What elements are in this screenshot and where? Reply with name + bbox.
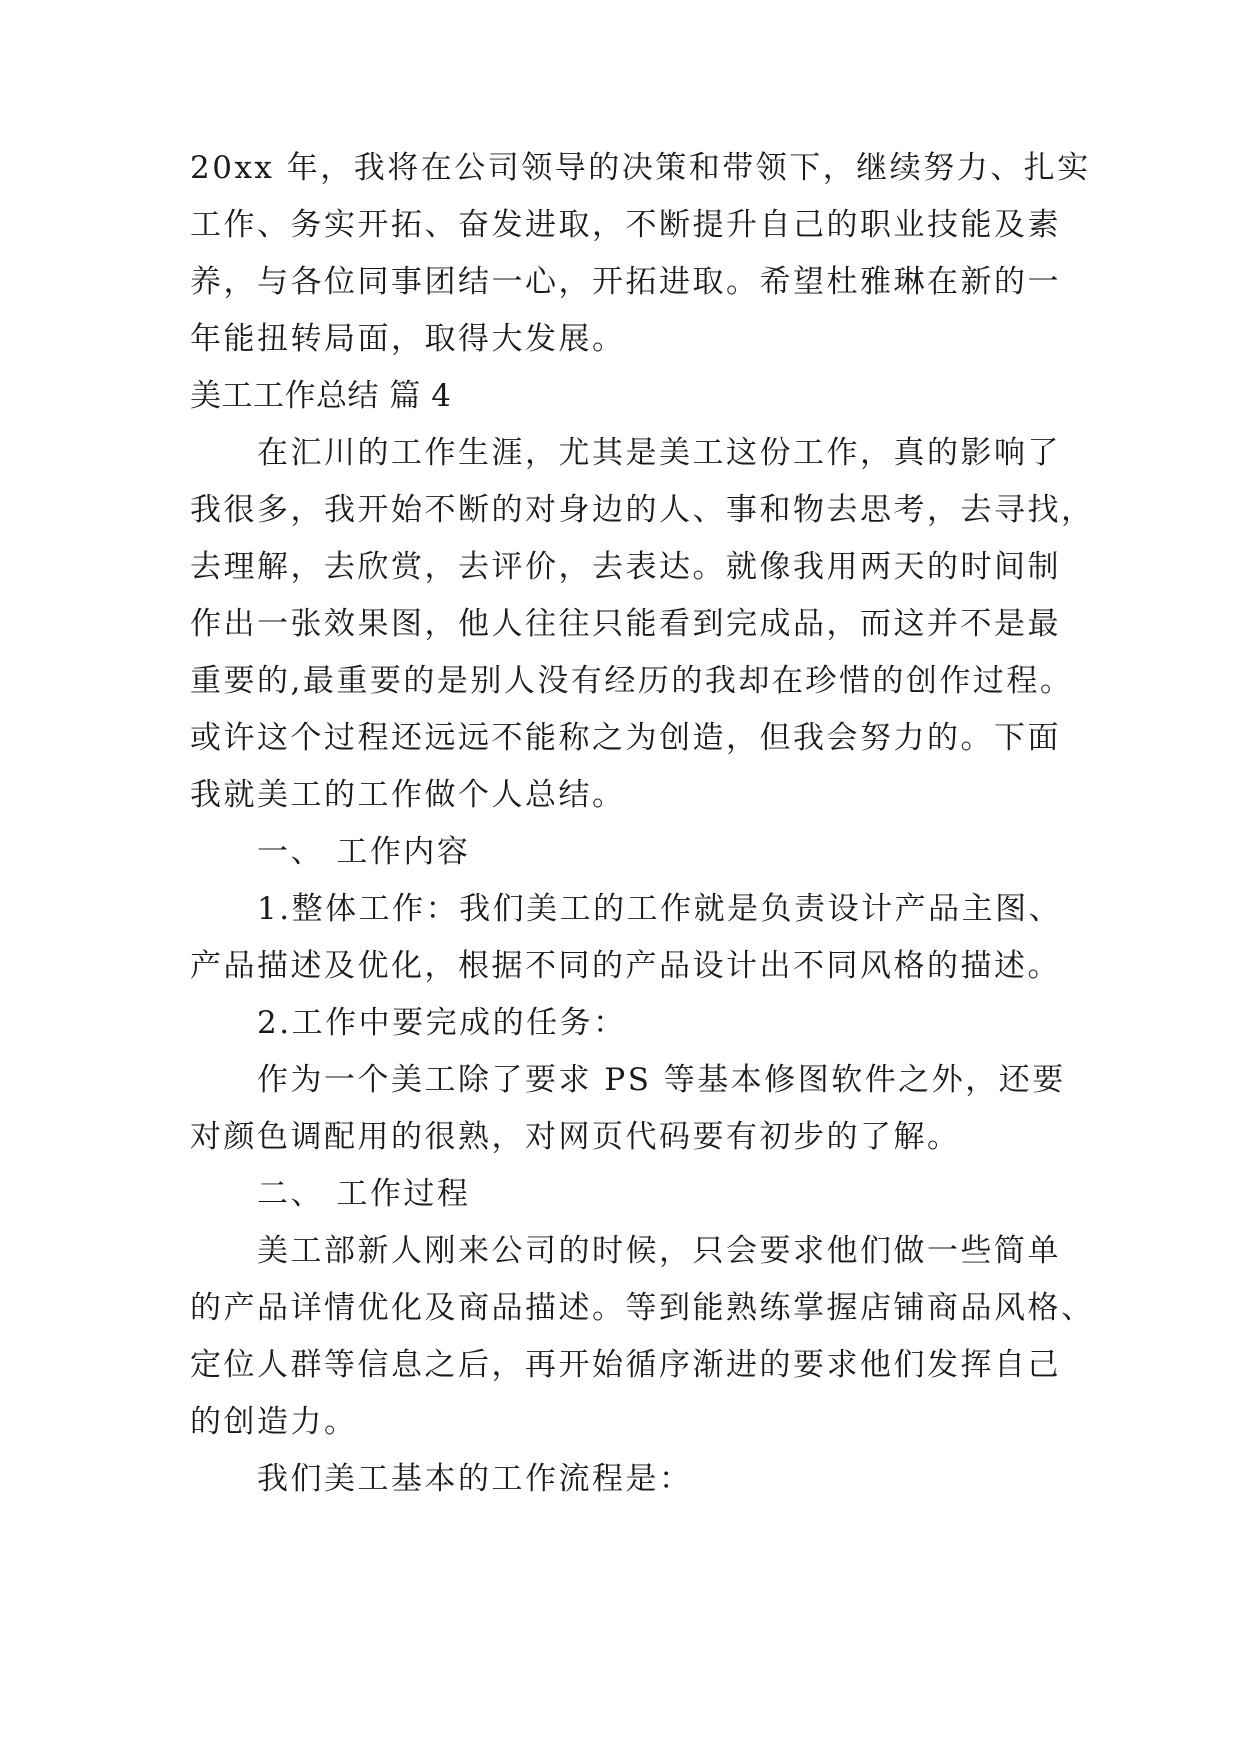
paragraph-line: 2.工作中要完成的任务： xyxy=(257,1005,627,1041)
section-heading: 美工工作总结 篇 4 xyxy=(190,378,452,414)
paragraph-line: 我们美工基本的工作流程是： xyxy=(257,1461,693,1497)
paragraph-line: 1.整体工作：我们美工的工作就是负责设计产品主图、 xyxy=(257,891,1063,927)
paragraph-line: 作出一张效果图，他人往往只能看到完成品，而这并不是最 xyxy=(190,606,1061,642)
paragraph-line: 我很多，我开始不断的对身边的人、事和物去思考，去寻找， xyxy=(190,492,1095,528)
paragraph-line: 美工部新人刚来公司的时候，只会要求他们做一些简单 xyxy=(257,1233,1061,1269)
paragraph-line: 我就美工的工作做个人总结。 xyxy=(190,777,626,813)
paragraph-line: 年能扭转局面，取得大发展。 xyxy=(190,321,626,357)
subheading-work-process: 二、 工作过程 xyxy=(257,1176,471,1212)
paragraph-line: 定位人群等信息之后，再开始循序渐进的要求他们发挥自己 xyxy=(190,1347,1061,1383)
paragraph-line: 的产品详情优化及商品描述。等到能熟练掌握店铺商品风格、 xyxy=(190,1290,1095,1326)
paragraph-line: 去理解，去欣赏，去评价，去表达。就像我用两天的时间制 xyxy=(190,549,1061,585)
subheading-work-content: 一、 工作内容 xyxy=(257,834,471,870)
paragraph-line: 作为一个美工除了要求 PS 等基本修图软件之外，还要 xyxy=(257,1062,1066,1098)
paragraph-line: 产品描述及优化，根据不同的产品设计出不同风格的描述。 xyxy=(190,948,1061,984)
paragraph-line: 或许这个过程还远远不能称之为创造，但我会努力的。下面 xyxy=(190,720,1061,756)
paragraph-line: 对颜色调配用的很熟，对网页代码要有初步的了解。 xyxy=(190,1119,961,1155)
paragraph-line: 在汇川的工作生涯，尤其是美工这份工作，真的影响了 xyxy=(257,435,1061,471)
paragraph-line: 20xx 年，我将在公司领导的决策和带领下，继续努力、扎实 xyxy=(190,150,1091,186)
paragraph-line: 的创造力。 xyxy=(190,1404,358,1440)
paragraph-line: 养，与各位同事团结一心，开拓进取。希望杜雅琳在新的一 xyxy=(190,264,1061,300)
paragraph-line: 工作、务实开拓、奋发进取，不断提升自己的职业技能及素 xyxy=(190,207,1061,243)
paragraph-line: 重要的,最重要的是别人没有经历的我却在珍惜的创作过程。 xyxy=(190,663,1074,699)
